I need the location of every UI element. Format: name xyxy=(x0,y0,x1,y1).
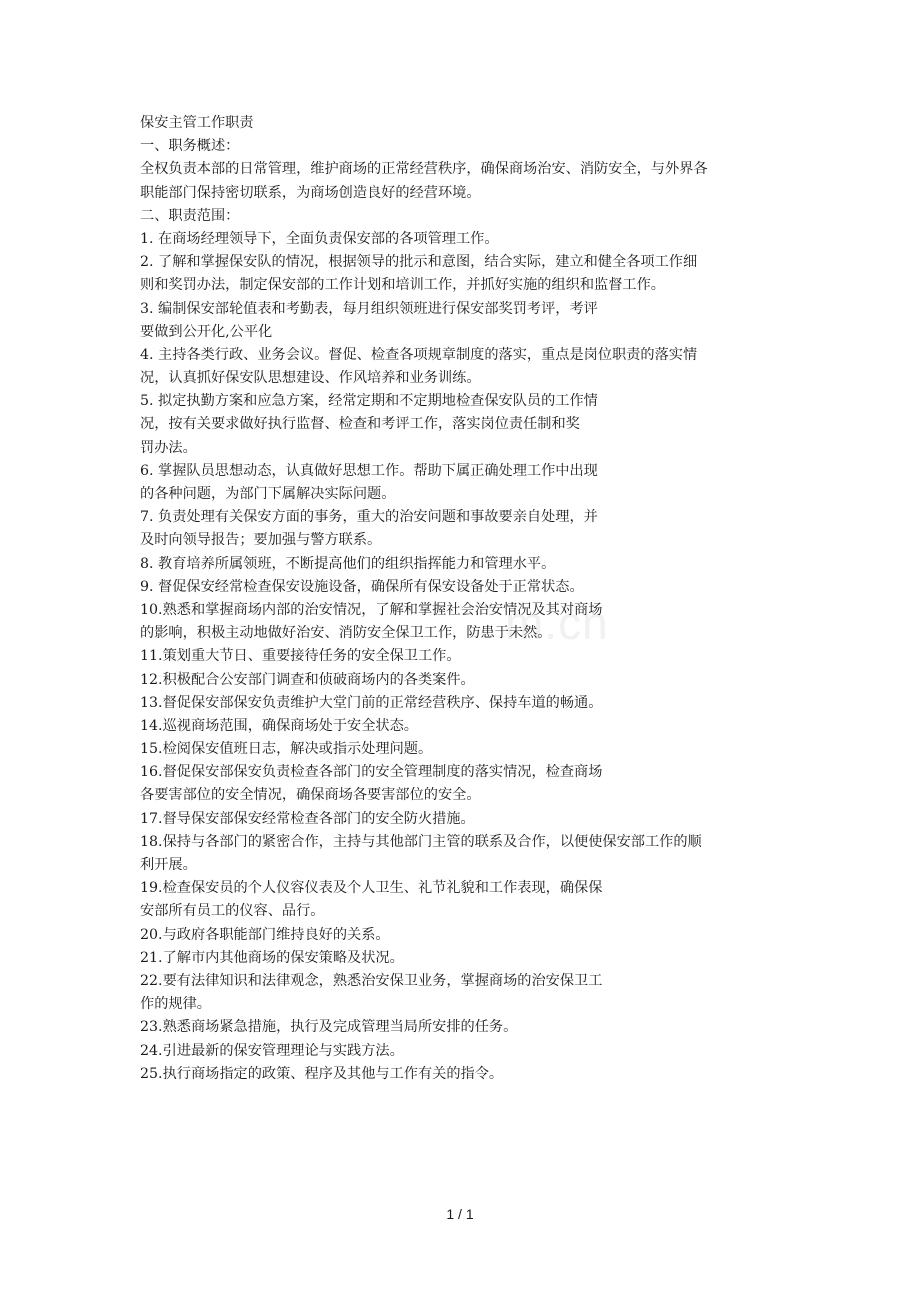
text-line: 17.督导保安部保安经常检查各部门的安全防火措施。 xyxy=(140,810,475,827)
text-line: 10.熟悉和掌握商场内部的治安情况，了解和掌握社会治安情况及其对商场 xyxy=(140,601,603,618)
text-line: 18.保持与各部门的紧密合作，主持与其他部门主管的联系及合作，以便使保安部工作的顺 xyxy=(140,833,702,850)
text-line: 3. 编制保安部轮值表和考勤表，每月组织领班进行保安部奖罚考评，考评 xyxy=(140,300,598,317)
document-body xyxy=(140,112,790,1086)
text-line: 20.与政府各职能部门维持良好的关系。 xyxy=(140,926,390,943)
text-line: 8. 教育培养所属领班，不断提高他们的组织指挥能力和管理水平。 xyxy=(140,555,556,572)
text-line: 各要害部位的安全情况，确保商场各要害部位的安全。 xyxy=(140,787,481,804)
text-line: 的影响，积极主动地做好治安、消防安全保卫工作，防患于未然。 xyxy=(140,625,552,642)
text-line: 罚办法。 xyxy=(140,439,197,456)
text-line: 21.了解市内其他商场的保安策略及状况。 xyxy=(140,949,404,966)
text-line: 4. 主持各类行政、业务会议。督促、检查各项规章制度的落实，重点是岗位职责的落实情 xyxy=(140,346,698,363)
text-line: 1. 在商场经理领导下，全面负责保安部的各项管理工作。 xyxy=(140,230,499,247)
text-line: 二、职责范围： xyxy=(140,207,240,224)
text-line: 况，按有关要求做好执行监督、检查和考评工作，落实岗位责任制和奖 xyxy=(140,416,580,433)
text-line: 6. 掌握队员思想动态，认真做好思想工作。帮助下属正确处理工作中出现 xyxy=(140,462,598,479)
text-line: 11.策划重大节日、重要接待任务的安全保卫工作。 xyxy=(140,648,461,665)
text-line: 的各种问题，为部门下属解决实际问题。 xyxy=(140,486,396,502)
text-line: 12.积极配合公安部门调查和侦破商场内的各类案件。 xyxy=(140,671,475,688)
text-line: 全权负责本部的日常管理，维护商场的正常经营秩序，确保商场治安、消防安全，与外界各 xyxy=(140,161,708,178)
text-line: 作的规律。 xyxy=(140,996,211,1013)
text-line: 利开展。 xyxy=(140,857,197,873)
text-line: 15.检阅保安值班日志，解决或指示处理问题。 xyxy=(140,741,433,758)
text-line: 要做到公开化,公平化 xyxy=(140,323,273,340)
text-line: 及时向领导报告；要加强与警方联系。 xyxy=(140,532,382,549)
text-line: 16.督促保安部保安负责检查各部门的安全管理制度的落实情况，检查商场 xyxy=(140,764,603,781)
text-line: 14.巡视商场范围，确保商场处于安全状态。 xyxy=(140,717,418,734)
text-line: 则和奖罚办法，制定保安部的工作计划和培训工作，并抓好实施的组织和监督工作。 xyxy=(140,277,665,294)
text-line: 况，认真抓好保安队思想建设、作风培养和业务训练。 xyxy=(140,370,481,387)
text-line: 5. 拟定执勤方案和应急方案，经常定期和不定期地检查保安队员的工作情 xyxy=(140,393,598,410)
text-line: 一、职务概述： xyxy=(140,138,240,155)
page-number: 1 / 1 xyxy=(446,1206,474,1222)
text-line: 7. 负责处理有关保安方面的事务，重大的治安问题和事故要亲自处理，并 xyxy=(140,509,598,526)
text-line: 9. 督促保安经常检查保安设施设备，确保所有保安设备处于正常状态。 xyxy=(140,578,584,595)
text-line: 22.要有法律知识和法律观念，熟悉治安保卫业务，掌握商场的治安保卫工 xyxy=(140,972,603,989)
watermark: m.cn xyxy=(505,597,609,649)
text-line: 13.督促保安部保安负责维护大堂门前的正常经营秩序、保持车道的畅通。 xyxy=(140,694,603,711)
text-line: 25.执行商场指定的政策、程序及其他与工作有关的指令。 xyxy=(140,1065,504,1082)
text-line: 24.引进最新的保安管理理论与实践方法。 xyxy=(140,1042,404,1059)
text-line: 23.熟悉商场紧急措施，执行及完成管理当局所安排的任务。 xyxy=(140,1019,518,1036)
text-line: 职能部门保持密切联系，为商场创造良好的经营环境。 xyxy=(140,184,481,201)
text-line: 19.检查保安员的个人仪容仪表及个人卫生、礼节礼貌和工作表现，确保保 xyxy=(140,880,603,897)
document-title: 保安主管工作职责 xyxy=(140,115,254,131)
text-line: 安部所有员工的仪容、品行。 xyxy=(140,903,325,920)
text-line: 2. 了解和掌握保安队的情况，根据领导的批示和意图，结合实际，建立和健全各项工作细 xyxy=(140,254,698,271)
